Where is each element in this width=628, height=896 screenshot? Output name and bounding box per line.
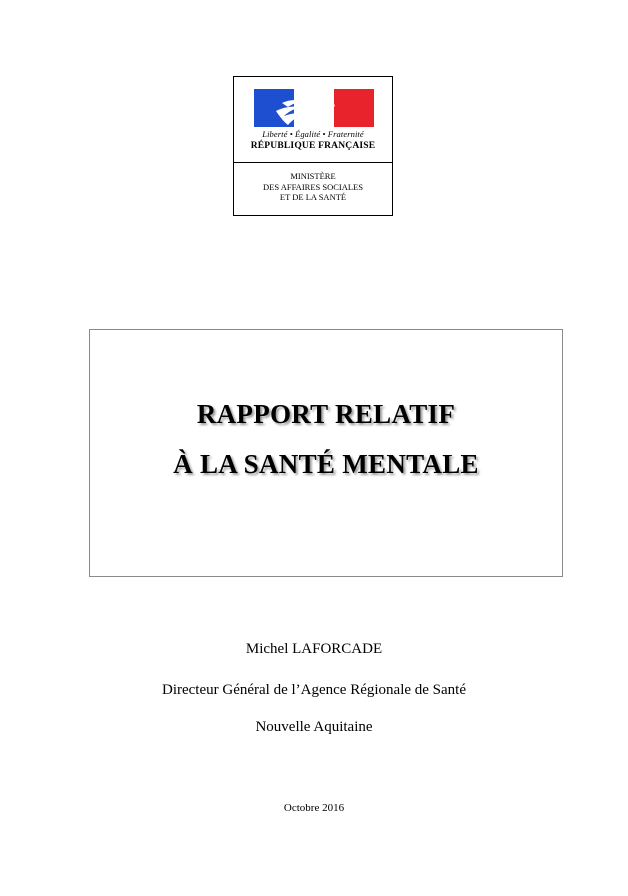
logo-top-panel [234, 77, 392, 163]
ministry-name [234, 171, 392, 203]
ministry-line: ET DE LA SANTÉ [279, 192, 347, 202]
ministry-line: MINISTÈRE [290, 171, 336, 181]
republique-francaise-logo [233, 76, 393, 216]
author-region: Nouvelle Aquitaine [255, 719, 373, 735]
author-role: Directeur Général de l’Agence Régionale de Santé [161, 682, 467, 698]
motto: Liberté • Égalité • Fraternité [262, 129, 364, 139]
report-title-line-1: RAPPORT RELATIF [196, 399, 456, 429]
marianne-icon [254, 89, 374, 127]
republique-francaise-label: RÉPUBLIQUE FRANÇAISE [250, 141, 376, 151]
report-title-line-2: À LA SANTÉ MENTALE [173, 449, 479, 479]
ministry-line: DES AFFAIRES SOCIALES [263, 181, 363, 192]
author-name: Michel LAFORCADE [245, 641, 383, 657]
publication-date: Octobre 2016 [283, 802, 345, 814]
report-title-box [89, 329, 563, 577]
